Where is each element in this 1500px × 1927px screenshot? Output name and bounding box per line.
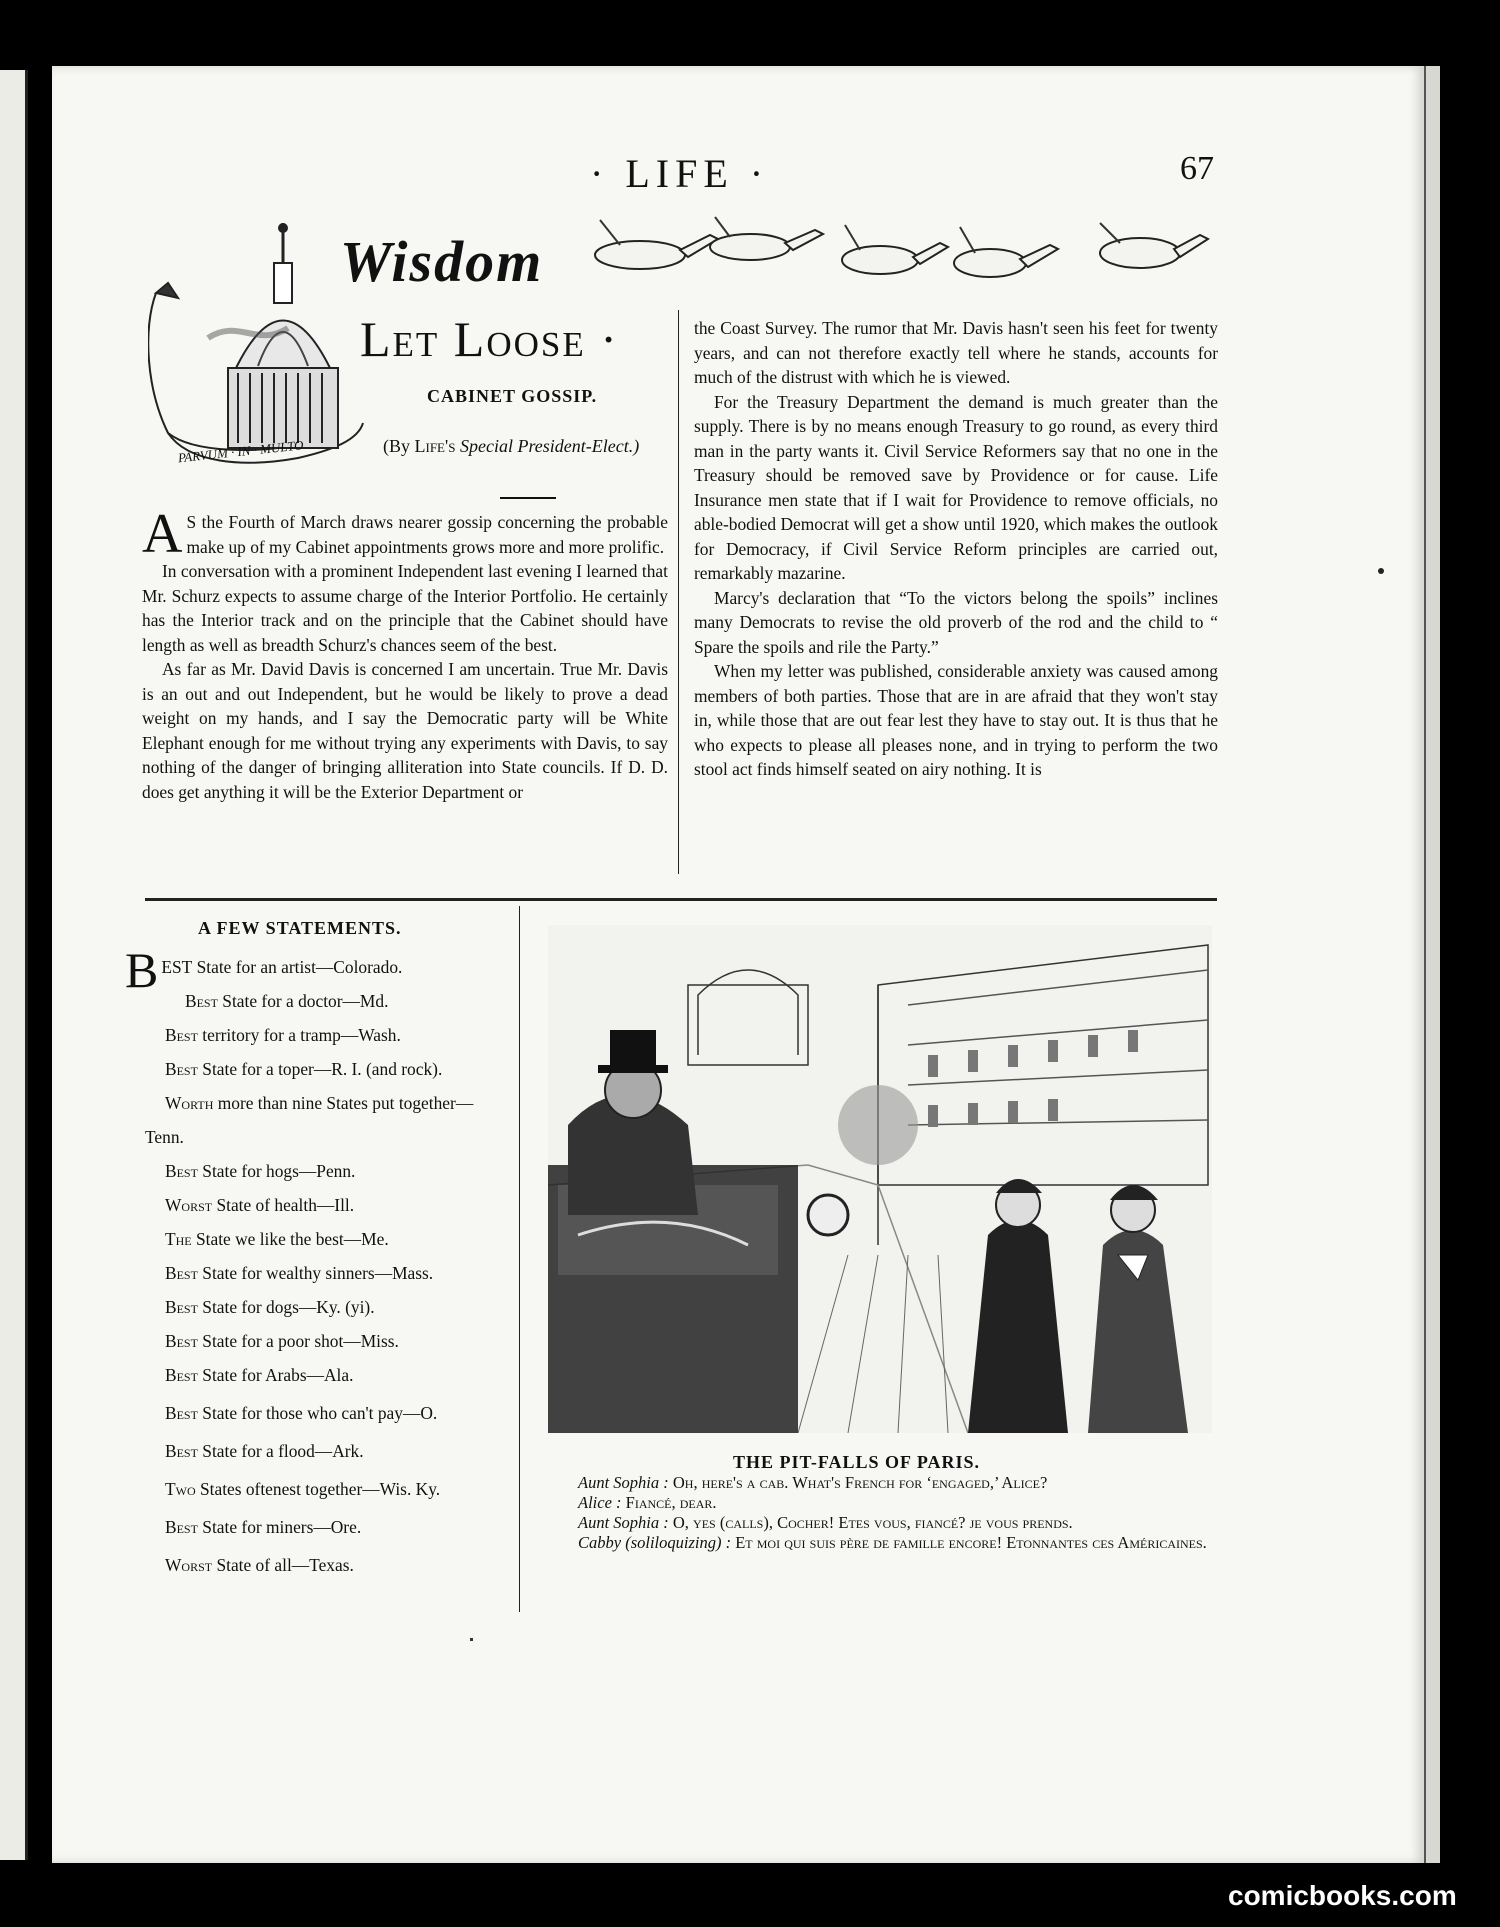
watermark: comicbooks.com (1228, 1880, 1457, 1911)
caption-line: Alice : Fiancé, dear. (578, 1493, 717, 1512)
article-column-2 (694, 316, 1218, 782)
list-item: Worth more than nine States put together—Tenn. (145, 1093, 474, 1147)
list-item: Best State for a toper—R. I. (and rock). (165, 1059, 443, 1079)
headline-wisdom: Wisdom (340, 229, 544, 294)
list-item: Two States oftenest together—Wis. Ky. (165, 1479, 441, 1499)
list-item: Worst State of health—Ill. (165, 1195, 355, 1215)
caption-line: Aunt Sophia : Oh, here's a cab. What's French for ‘engaged,’ Alice? (578, 1473, 1048, 1492)
caption-line: Cabby (soliloquizing) : Et moi qui suis père de famille encore! Etonnantes ces Américaines. (578, 1533, 1207, 1552)
paragraph: In conversation with a prominent Independent last evening I learned that Mr. Schurz expects to assume charge of the Interior Portfolio. He certainly has the Interior track and on the principle that the Cabinet should have length as well as breadth Schurz's chances seem of the best. (142, 561, 668, 655)
capitol-illustration (148, 218, 370, 478)
byline (383, 434, 673, 458)
paragraph: Marcy's declaration that “To the victors belong the spoils” inclines many Democrats to revise the old proverb of the rod and the child to “ Spare the spoils and rile the Party.” (694, 587, 1218, 657)
list-item: Best territory for a tramp—Wash. (165, 1025, 401, 1045)
list-item: Best State for a poor shot—Miss. (165, 1331, 399, 1351)
paragraph: A S the Fourth of March draws nearer gossip concerning the probable make up of my Cabinet appointments grows more and more prolific. (142, 503, 668, 565)
list-item: Best State for those who can't pay—O. (165, 1403, 438, 1423)
statements-list (125, 942, 509, 1582)
article-column-1 (142, 503, 668, 804)
byline-rest: Special President-Elect.) (459, 436, 640, 456)
geese-illustration (580, 215, 1210, 305)
caption-line: Aunt Sophia : O, yes (calls), Cocher! Etes vous, fiancé? je vous prends. (578, 1513, 1073, 1532)
paragraph: As far as Mr. David Davis is concerned I am uncertain. True Mr. Davis is an out and out Independent, but he would be likely to prove a dead weight on my hands, and I say the Democratic party will be White Elephant enough for me without trying any experiments with Davis, to say nothing of the danger of bringing alliteration into State councils. If D. D. does get anything it will be the Exterior Department or (142, 659, 668, 802)
statements-title: A FEW STATEMENTS. (198, 918, 402, 938)
divider (500, 497, 556, 499)
list-item: Best State for dogs—Ky. (yi). (165, 1297, 375, 1317)
list-item: The State we like the best—Me. (165, 1229, 389, 1249)
ribbon-text: PARVUM · IN · MULTO (177, 437, 305, 466)
list-item: Best State for hogs—Penn. (165, 1161, 356, 1181)
ink-dot (1378, 568, 1384, 574)
column-divider (678, 310, 679, 874)
paragraph: For the Treasury Department the demand is much greater than the supply. There is by no means enough Treasury to go round, as every third man in the party wants it. Civil Service Reformers say that no one in the Treasury should be removed save by Providence or for cause. Life Insurance men state that if I wait for Providence to remove officials, no able-bodied Democrat will get a show until 1920, which makes the outlook for Democracy, if Civil Service Reform principles are carried out, remarkably mazarine. (694, 391, 1218, 583)
list-item: BEST State for an artist—Colorado. (125, 942, 403, 998)
list-item: Worst State of all—Texas. (165, 1555, 354, 1575)
page-edge (1424, 66, 1440, 1863)
list-item: Best State for miners—Ore. (165, 1517, 362, 1537)
headline-let-loose: Let Loose · (360, 311, 619, 367)
list-item: Best State for a flood—Ark. (165, 1441, 364, 1461)
list-item: Best State for wealthy sinners—Mass. (165, 1263, 434, 1283)
horizontal-divider (145, 898, 1217, 901)
cartoon-title: THE PIT-FALLS OF PARIS. (733, 1452, 981, 1472)
byline-prefix: (By (383, 436, 410, 456)
page-number: 67 (1180, 150, 1214, 187)
cartoon-illustration (548, 925, 1212, 1433)
list-item: Best State for Arabs—Ala. (165, 1365, 354, 1385)
masthead: · LIFE · (590, 151, 770, 196)
column-divider (519, 906, 520, 1612)
paragraph: When my letter was published, considerable anxiety was caused among members of both parties. Those that are in are afraid that they won't stay in, while those that are out fear lest they have to stay out. It is thus that he who expects to please all pleases none, and in trying to perform the two stool act finds himself seated on airy nothing. It is (694, 661, 1218, 779)
list-item: Best State for a doctor—Md. (185, 991, 389, 1011)
section-title: CABINET GOSSIP. (427, 386, 598, 406)
paragraph: the Coast Survey. The rumor that Mr. Davis hasn't seen his feet for twenty years, and can not therefore exactly tell where he stands, accounts for much of the distrust with which he is viewed. (694, 318, 1218, 387)
cartoon-caption (538, 1473, 1222, 1553)
byline-name: Life's (414, 436, 456, 456)
left-page-edge (0, 70, 28, 1860)
ink-dot (470, 1638, 473, 1641)
drop-cap: A (142, 503, 183, 565)
